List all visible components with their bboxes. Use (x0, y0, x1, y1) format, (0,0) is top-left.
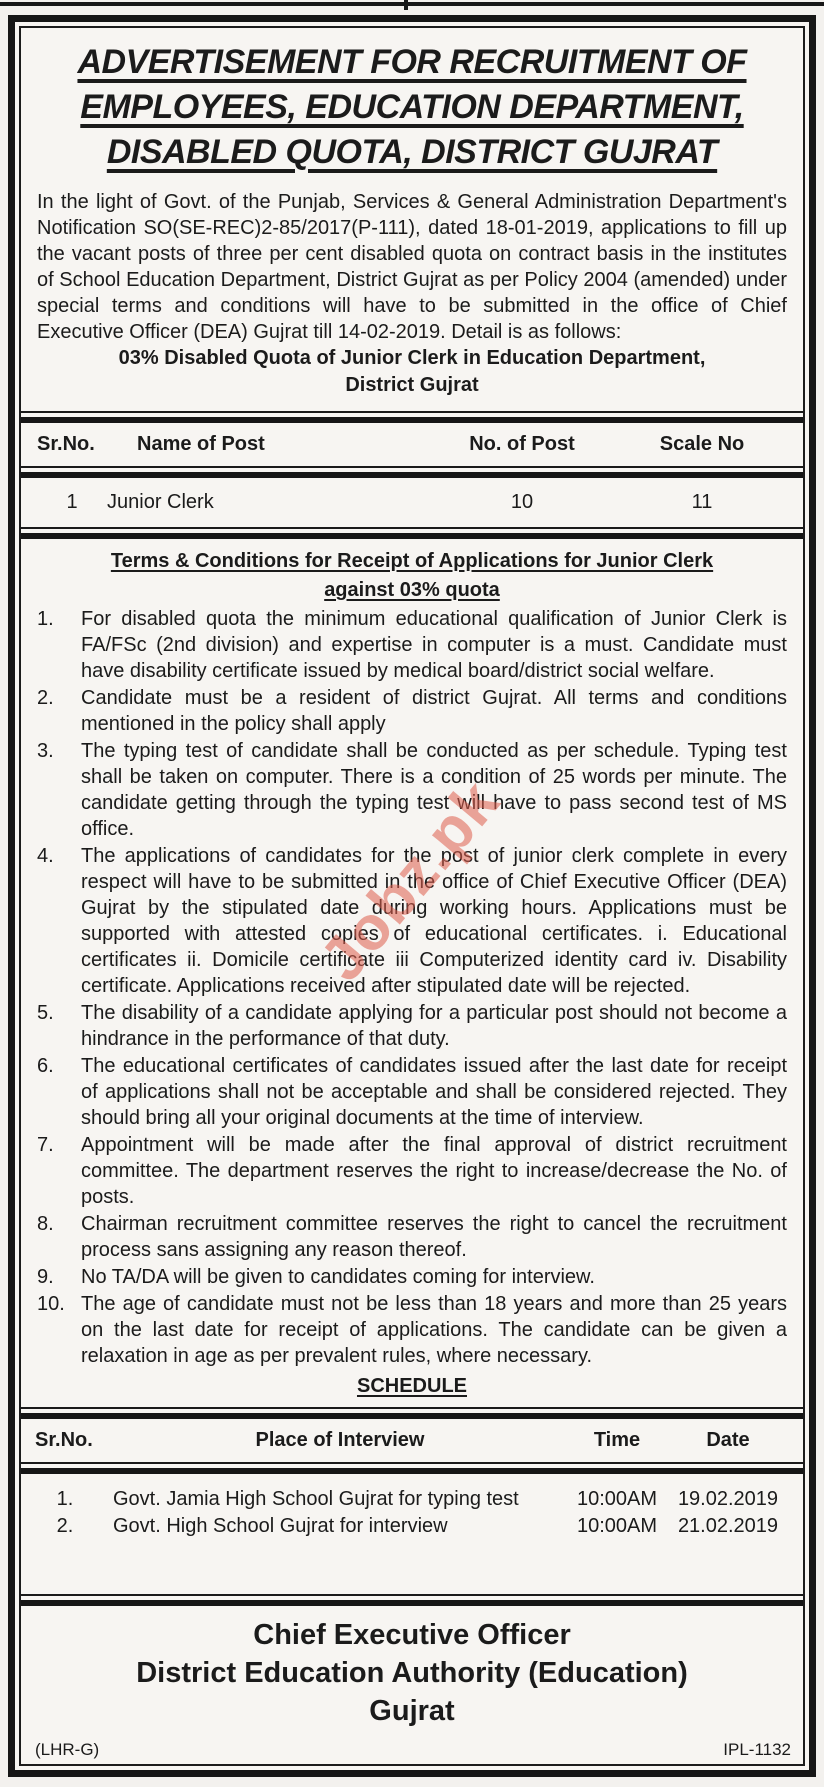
term-item-10 (37, 1291, 787, 1369)
term-number: 3. (37, 740, 54, 762)
schedule-heading (37, 1371, 787, 1401)
term-number: 1. (37, 608, 54, 630)
term-number: 2. (37, 687, 54, 709)
schedule-table-header-row (21, 1419, 803, 1462)
term-number: 6. (37, 1055, 54, 1077)
post-table-row (21, 478, 803, 527)
post-header-no-of-post: No. of Post (469, 433, 575, 455)
section-divider (21, 1594, 803, 1606)
signatory-city: Gujrat (369, 1695, 455, 1727)
signature-section (21, 1606, 803, 1732)
schedule-table-body (21, 1474, 803, 1554)
schedule-header-sr-no: Sr.No. (35, 1429, 93, 1451)
section-divider (21, 1407, 803, 1419)
terms-heading-line-1 (37, 547, 787, 576)
jobz-pk-watermark: Jobz.pk (307, 767, 513, 994)
term-item-1 (37, 606, 787, 684)
post-row-name: Junior Clerk (107, 491, 214, 513)
schedule-row-sr: 2. (56, 1515, 74, 1537)
terms-heading-text-1: Terms & Conditions for Receipt of Applications for Junior Clerk (110, 550, 714, 572)
post-header-sr-no: Sr.No. (37, 433, 95, 455)
section-divider (21, 411, 803, 423)
ad-inner-frame (19, 26, 805, 1766)
term-item-9 (37, 1264, 787, 1290)
schedule-heading-text: SCHEDULE (356, 1375, 467, 1397)
signatory-title: Chief Executive Officer (253, 1619, 571, 1651)
ad-footer-row (21, 1732, 803, 1764)
term-text: No TA/DA will be given to candidates coming for interview. (81, 1266, 595, 1288)
section-divider (21, 466, 803, 478)
schedule-row-date: 21.02.2019 (677, 1515, 779, 1537)
signature-block-wrapper (21, 1594, 803, 1764)
schedule-row-place: Govt. High School Gujrat for interview (113, 1515, 448, 1537)
post-header-name-of-post: Name of Post (137, 433, 265, 455)
term-number: 5. (37, 1002, 54, 1024)
term-number: 4. (37, 845, 54, 867)
terms-section (21, 539, 803, 1407)
post-table-header-row (21, 423, 803, 466)
section-divider (21, 527, 803, 539)
term-text: The disability of a candidate applying for a particular post should not become a hindrance in the performance of that duty. (81, 1002, 787, 1050)
term-item-7 (37, 1132, 787, 1210)
term-number: 9. (37, 1266, 54, 1288)
schedule-header-place: Place of Interview (255, 1429, 425, 1451)
term-number: 8. (37, 1213, 54, 1235)
schedule-row-1 (35, 1486, 789, 1513)
term-text: The typing test of candidate shall be conducted as per schedule. Typing test shall be taken on computer. There is a condition of 25 words per minute. The candidate getting through the typing test will have to pass second test of MS office. (81, 740, 787, 840)
schedule-row-time: 10:00AM (576, 1488, 658, 1510)
post-row-count: 10 (510, 491, 534, 513)
term-text: For disabled quota the minimum educational qualification of Junior Clerk is FA/FSc (2nd division) and expertise in computer is a must. Candidate must have disability certificate issued by medical board/district social welfare. (81, 608, 787, 682)
term-text: The educational certificates of candidates issued after the last date for receipt of applications shall not be acceptable and shall be considered rejected. They should bring all your original documents at the time of interview. (81, 1055, 787, 1129)
term-text: Appointment will be made after the final approval of district recruitment committee. The department reserves the right to increase/decrease the No. of posts. (81, 1134, 787, 1208)
top-horizontal-rule (0, 2, 824, 6)
previous-article-remnant (0, 0, 824, 15)
ad-title-line-3: DISABLED QUOTA, DISTRICT GUJRAT (106, 133, 718, 171)
intro-paragraph: In the light of Govt. of the Punjab, Services & General Administration Department's Notification SO(SE-REC)2-85/2017(P-111), dated 18-01-2019, applications to fill up the vacant posts of three per cent disabled quota on contract basis in the institutes of School Education Department, District Gujrat as per Policy 2004 (amended) under special terms and conditions will have to be submitted in the office of Chief Executive Officer (DEA) Gujrat till 14-02-2019. Detail is as follows: (37, 191, 787, 343)
post-row-scale: 11 (691, 491, 713, 513)
ad-title-line-2: EMPLOYEES, EDUCATION DEPARTMENT, (80, 88, 744, 126)
quota-subtitle-line-2: District Gujrat (345, 374, 479, 396)
schedule-header-time: Time (593, 1429, 641, 1451)
term-text: The age of candidate must not be less than 18 years and more than 25 years on the last date for receipt of applications. The candidate can be given a relaxation in age as per prevalent rules, where necessary. (81, 1293, 787, 1367)
term-text: Candidate must be a resident of district Gujrat. All terms and conditions mentioned in the policy shall apply (81, 687, 787, 735)
schedule-row-2 (35, 1513, 789, 1540)
term-item-4 (37, 843, 787, 999)
quota-subtitle-line-1: 03% Disabled Quota of Junior Clerk in Education Department, (118, 347, 706, 369)
ad-outer-border (8, 15, 816, 1777)
schedule-row-place: Govt. Jamia High School Gujrat for typing test (113, 1488, 519, 1510)
footer-ipl-number: IPL-1132 (723, 1740, 791, 1759)
ad-header-section (21, 28, 803, 411)
term-number: 10. (37, 1293, 65, 1315)
post-header-scale-no: Scale No (659, 433, 745, 455)
term-item-6 (37, 1053, 787, 1131)
section-divider (21, 1462, 803, 1474)
schedule-row-date: 19.02.2019 (677, 1488, 779, 1510)
ad-title-line-1: ADVERTISEMENT FOR RECRUITMENT OF (77, 43, 747, 81)
post-row-sr-no: 1 (66, 491, 78, 513)
term-text: The applications of candidates for the post of junior clerk complete in every respect will have to be submitted in the office of Chief Executive Officer (DEA) Gujrat by the stipulated date during working hours. Applications must be supported with attested copies of educational certificates. i. Educational certificates ii. Domicile certificate iii Computerized identity card iv. Disability certificate. Applications received after stipulated date will be rejected. (81, 845, 787, 997)
term-item-3 (37, 738, 787, 842)
schedule-row-time: 10:00AM (576, 1515, 658, 1537)
term-item-2 (37, 685, 787, 737)
column-divider-tick (404, 0, 408, 10)
term-number: 7. (37, 1134, 54, 1156)
term-item-8 (37, 1211, 787, 1263)
term-text: Chairman recruitment committee reserves the right to cancel the recruitment process sans assigning any reason thereof. (81, 1213, 787, 1261)
terms-heading-text-2: against 03% quota (324, 579, 500, 601)
terms-heading-line-2 (37, 576, 787, 605)
footer-press-code: (LHR-G) (35, 1740, 100, 1759)
schedule-row-sr: 1. (56, 1488, 74, 1510)
schedule-header-date: Date (706, 1429, 750, 1451)
signatory-authority: District Education Authority (Education) (136, 1657, 688, 1689)
term-item-5 (37, 1000, 787, 1052)
